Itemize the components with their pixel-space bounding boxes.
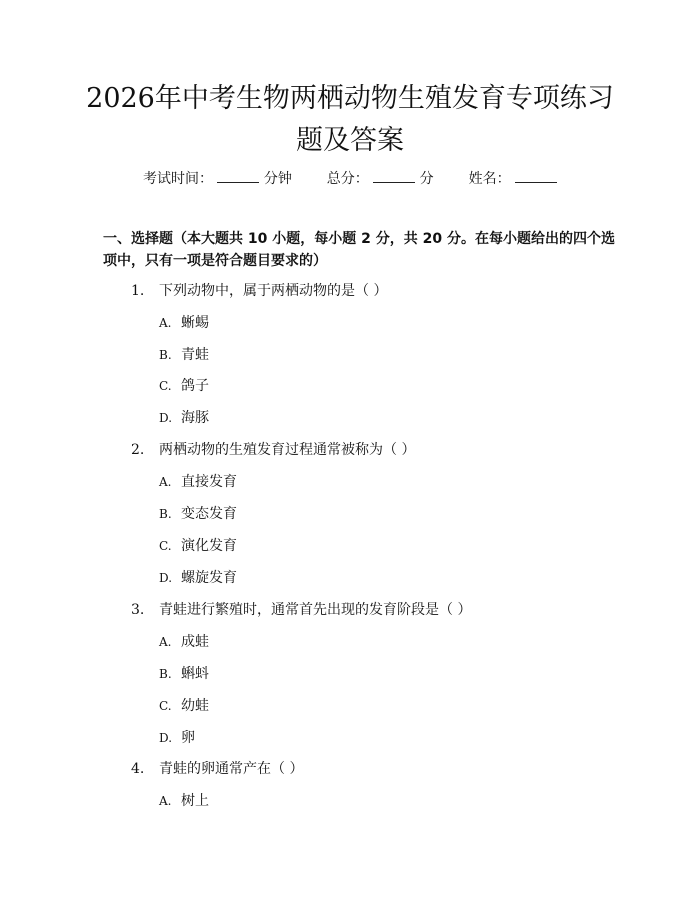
question-number: 4.: [131, 761, 145, 777]
question-text: 两栖动物的生殖发育过程通常被称为（ ）: [159, 442, 416, 458]
title-line-1: 2026年中考生物两栖动物生殖发育专项练习: [86, 83, 614, 114]
option-letter: D.: [159, 411, 173, 425]
question-text: 青蛙的卵通常产在（ ）: [159, 761, 304, 777]
option-letter: B.: [159, 667, 172, 681]
option-letter: D.: [159, 571, 173, 585]
option-letter: A.: [159, 635, 172, 649]
question-3: [131, 600, 471, 620]
question-2: [131, 440, 415, 460]
option-text: 变态发育: [181, 506, 237, 522]
document-title: [60, 78, 640, 162]
option-letter: A.: [159, 475, 172, 489]
question-4: [131, 759, 303, 779]
option-text: 蜥蜴: [181, 315, 209, 331]
question-number: 3.: [131, 602, 145, 618]
question-text: 下列动物中，属于两栖动物的是（ ）: [159, 283, 388, 299]
option-letter: C.: [159, 539, 172, 553]
option-3b: [159, 664, 209, 684]
option-letter: A.: [159, 794, 172, 808]
option-text: 螺旋发育: [181, 570, 237, 586]
option-1b: [159, 345, 209, 365]
name-label: 姓名：: [468, 171, 511, 187]
question-number: 1.: [131, 283, 145, 299]
title-line-2: 题及答案: [296, 125, 404, 156]
option-letter: B.: [159, 348, 172, 362]
option-1c: [159, 376, 209, 396]
name-blank: [515, 170, 557, 183]
option-4a: [159, 791, 209, 811]
option-letter: C.: [159, 699, 172, 713]
option-2c: [159, 536, 237, 556]
option-3a: [159, 632, 209, 652]
option-text: 演化发育: [181, 538, 237, 554]
option-3c: [159, 696, 209, 716]
option-letter: A.: [159, 316, 172, 330]
option-letter: B.: [159, 507, 172, 521]
time-blank: [217, 170, 259, 183]
option-text: 树上: [181, 793, 209, 809]
option-1a: [159, 313, 209, 333]
option-text: 青蛙: [181, 347, 209, 363]
option-2d: [159, 568, 237, 588]
time-unit: 分钟: [263, 171, 292, 187]
option-text: 海豚: [181, 410, 209, 426]
option-letter: D.: [159, 731, 173, 745]
exam-info-line: [0, 168, 700, 188]
option-text: 成蛙: [181, 634, 209, 650]
option-2b: [159, 504, 237, 524]
option-1d: [159, 408, 209, 428]
option-3d: [159, 728, 195, 748]
option-text: 卵: [181, 730, 195, 746]
option-text: 鸽子: [181, 378, 209, 394]
question-number: 2.: [131, 442, 145, 458]
score-unit: 分: [419, 171, 434, 187]
question-text: 青蛙进行繁殖时，通常首先出现的发育阶段是（ ）: [159, 602, 472, 618]
question-1: [131, 281, 387, 301]
time-label: 考试时间：: [142, 171, 213, 187]
option-text: 直接发育: [181, 474, 237, 490]
score-label: 总分：: [326, 171, 369, 187]
option-letter: C.: [159, 379, 172, 393]
score-blank: [373, 170, 415, 183]
option-text: 幼蛙: [181, 698, 209, 714]
option-text: 蝌蚪: [181, 666, 209, 682]
option-2a: [159, 472, 237, 492]
section-heading: 一、选择题（本大题共 10 小题，每小题 2 分，共 20 分。在每小题给出的四个选项中，只有一项是符合题目要求的）: [103, 231, 615, 269]
